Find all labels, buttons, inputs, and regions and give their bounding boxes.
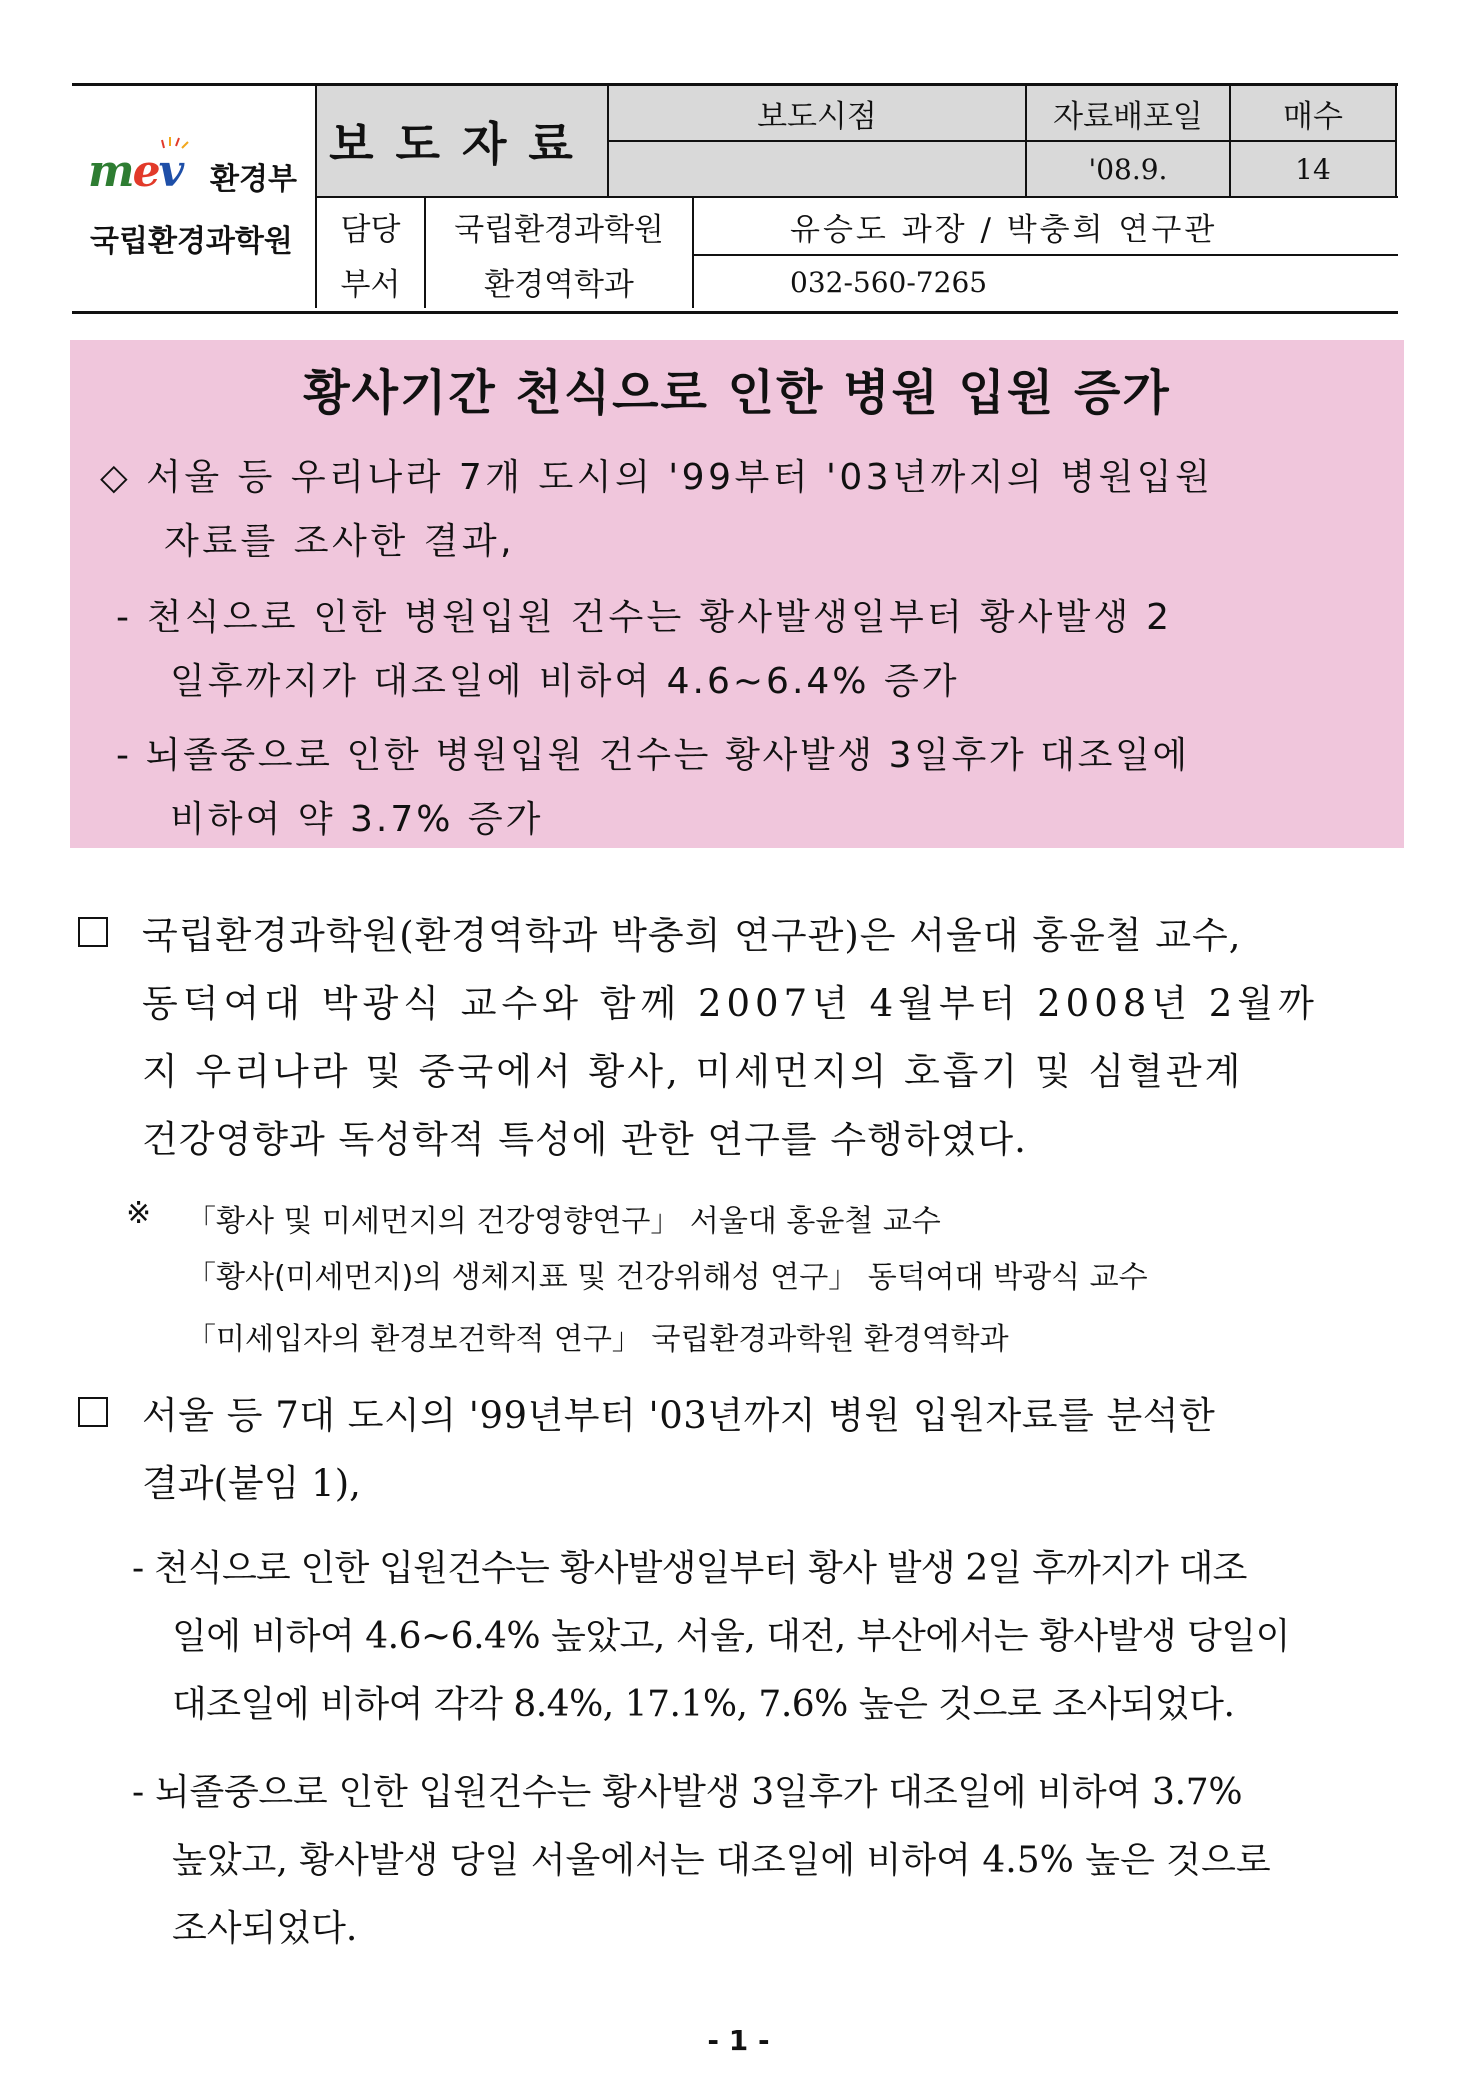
dept-name-cell	[426, 254, 692, 308]
pages-value-cell	[1231, 142, 1395, 196]
summary-line: 일후까지가 대조일에 비하여 4.6~6.4% 증가	[170, 661, 960, 702]
dept-name-cell	[426, 198, 692, 254]
summary-line: - 천식으로 인한 병원입원 건수는 황사발생일부터 황사발생 2	[116, 597, 1173, 638]
reference-note: 「미세입자의 환경보건학적 연구」 국립환경과학원 환경역학과	[186, 1322, 1009, 1357]
dept-label-2: 부서	[340, 266, 401, 303]
page-number: - 1 -	[707, 2024, 770, 2057]
summary-line: - 뇌졸중으로 인한 병원입원 건수는 황사발생 3일후가 대조일에	[116, 735, 1190, 776]
body-line: 지 우리나라 및 중국에서 황사, 미세먼지의 호흡기 및 심혈관계	[142, 1050, 1244, 1093]
note-mark: ※	[126, 1196, 152, 1231]
body-line: - 뇌졸중으로 인한 입원건수는 황사발생 3일후가 대조일에 비하여 3.7%	[132, 1772, 1243, 1813]
dept-label-cell	[317, 198, 424, 254]
bullet-box	[78, 917, 108, 947]
dept-label-cell	[317, 254, 424, 308]
summary-line: 비하여 약 3.7% 증가	[170, 799, 544, 840]
headline: 황사기간 천식으로 인한 병원 입원 증가	[303, 365, 1171, 421]
dept-label-1: 담당	[340, 211, 401, 248]
body-line: 대조일에 비하여 각각 8.4%, 17.1%, 7.6% 높은 것으로 조사되었다.	[172, 1684, 1235, 1725]
contact-phone: 032-560-7265	[790, 265, 988, 299]
institute-name: 국립환경과학원	[90, 224, 293, 259]
summary-line: 자료를 조사한 결과,	[164, 521, 516, 562]
press-release-header	[72, 83, 1398, 314]
contact-names: 유승도 과장 / 박충희 연구관	[790, 211, 1218, 248]
body-line: 서울 등 7대 도시의 '99년부터 '03년까지 병원 입원자료를 분석한	[142, 1394, 1216, 1437]
body-line: 건강영향과 독성학적 특성에 관한 연구를 수행하였다.	[142, 1118, 1027, 1161]
mev-logo: mev	[88, 146, 183, 197]
body-line: 조사되었다.	[172, 1908, 358, 1949]
reference-note: 「황사 및 미세먼지의 건강영향연구」 서울대 홍윤철 교수	[186, 1204, 941, 1239]
pages-value: 14	[1295, 152, 1331, 186]
divider	[1395, 86, 1397, 198]
ministry-logo-block	[72, 86, 317, 311]
bullet-box	[78, 1397, 108, 1427]
body-line: - 천식으로 인한 입원건수는 황사발생일부터 황사 발생 2일 후까지가 대조	[132, 1548, 1247, 1589]
body-line: 동덕여대 박광식 교수와 함께 2007년 4월부터 2008년 2월까	[142, 982, 1319, 1025]
distribution-date-label-cell	[1027, 86, 1229, 140]
reference-note: 「황사(미세먼지)의 생체지표 및 건강위해성 연구」 동덕여대 박광식 교수	[186, 1260, 1148, 1295]
pages-label: 매수	[1283, 98, 1343, 135]
distribution-date-value-cell	[1027, 142, 1229, 196]
summary-box	[70, 340, 1404, 848]
release-time-label-cell	[609, 86, 1025, 140]
summary-line: ◇ 서울 등 우리나라 7개 도시의 '99부터 '03년까지의 병원입원	[100, 457, 1214, 498]
release-time-value-cell	[609, 142, 1025, 196]
body-line: 결과(붙임 1),	[142, 1462, 361, 1505]
press-title-cell	[317, 86, 607, 196]
body-line: 높았고, 황사발생 당일 서울에서는 대조일에 비하여 4.5% 높은 것으로	[172, 1840, 1271, 1881]
contact-names-cell	[694, 198, 1398, 254]
body-line: 국립환경과학원(환경역학과 박충희 연구관)은 서울대 홍윤철 교수,	[142, 914, 1242, 957]
body-line: 일에 비하여 4.6~6.4% 높았고, 서울, 대전, 부산에서는 황사발생 당일이	[172, 1616, 1290, 1657]
distribution-date-label: 자료배포일	[1053, 98, 1203, 135]
release-time-label: 보도시점	[757, 98, 877, 135]
press-title: 보도자료	[329, 117, 595, 171]
dept-name-1: 국립환경과학원	[454, 211, 664, 248]
distribution-date-value: '08.9.	[1088, 152, 1168, 186]
ministry-name: 환경부	[210, 162, 297, 197]
dept-name-2: 환경역학과	[484, 266, 634, 303]
contact-phone-cell	[694, 256, 1398, 308]
pages-label-cell	[1231, 86, 1395, 140]
